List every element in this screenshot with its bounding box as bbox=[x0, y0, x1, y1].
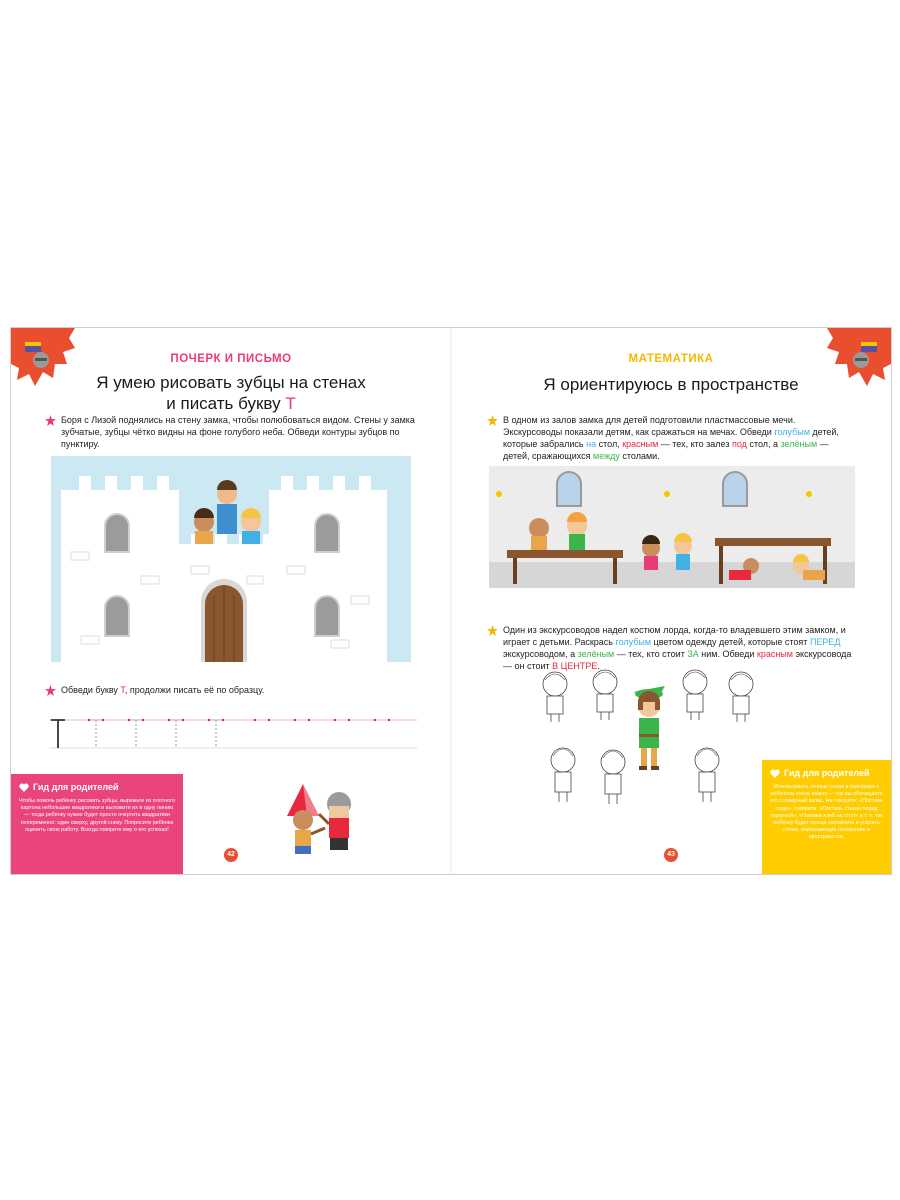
title-letter: Т bbox=[285, 394, 296, 413]
writing-lines[interactable] bbox=[49, 712, 417, 752]
left-page bbox=[11, 328, 451, 874]
text: стол, а bbox=[746, 439, 781, 449]
page-title bbox=[51, 372, 411, 414]
parents-guide-right bbox=[762, 760, 891, 874]
text: Один из экскурсоводов надел костюм лорда, когда-то владевшего этим замком, и играет с детьми. Раскрась bbox=[503, 625, 846, 647]
hall-illustration bbox=[489, 466, 855, 588]
text: столами. bbox=[619, 451, 660, 461]
castle-illustration bbox=[51, 456, 411, 662]
guide-text: Чтобы помочь ребёнку рисовать зубцы, вырежьте из плотного картона небольшие квадратики и выложите их в одну линию — тогда ребёнку нужно будет просто очертить квадратики попеременно: один сверху, другой снизу. Попросите ребёнка оценить свою работу. Всегда говорите ему о его успехах! bbox=[19, 798, 175, 833]
title-line-2-text: и писать букву bbox=[166, 394, 286, 413]
word-between: между bbox=[593, 451, 620, 461]
word-on: на bbox=[586, 439, 597, 449]
task-2-letter: Т bbox=[120, 685, 125, 695]
star-icon bbox=[45, 685, 56, 696]
text: ним. Обведи bbox=[698, 649, 757, 659]
guide-and-kids-illustration[interactable] bbox=[535, 664, 765, 818]
word-under: под bbox=[732, 439, 747, 449]
guide-title bbox=[770, 768, 883, 778]
guide-title-text: Гид для родителей bbox=[33, 782, 119, 792]
word-blue: голубым bbox=[774, 427, 810, 437]
right-page bbox=[451, 328, 891, 874]
guide-text: Использовать точные слова в разговоре с ребёнком очень важно — так вы обогащаете его словарный запас. Не говорите: «Поставь сюда», говорите: «Поставь стакан перед тарелкой», «Положи хлеб на стол» и т. п. так ребёнку будет проще запомнить и усвоить слова, описывающие положение в пространстве. bbox=[770, 784, 883, 841]
text: В одном из залов замка для детей подготовили пластмассовые мечи. Экскурсоводы показали детям, как сражаться на мечах. Обведи bbox=[503, 415, 796, 437]
word-blue: голубым bbox=[615, 637, 652, 647]
text: цветом одежду детей, которые стоят bbox=[651, 637, 810, 647]
text: — тех, кто залез bbox=[658, 439, 732, 449]
page-number: 43 bbox=[664, 848, 678, 862]
book-spread bbox=[10, 327, 892, 875]
star-icon bbox=[487, 415, 498, 426]
guide-title bbox=[19, 782, 175, 792]
title-line-2 bbox=[51, 393, 411, 414]
text: — тех, кто стоит bbox=[614, 649, 688, 659]
heart-icon bbox=[19, 783, 29, 792]
section-label: МАТЕМАТИКА bbox=[628, 353, 714, 365]
star-icon bbox=[487, 625, 498, 636]
text: — детей, сражающихся bbox=[503, 439, 829, 461]
parents-guide-left bbox=[11, 774, 183, 874]
word-green: зелёным bbox=[780, 439, 818, 449]
page-title: Я ориентируюсь в пространстве bbox=[543, 375, 799, 394]
word-red: красным bbox=[756, 649, 793, 659]
word-front: ПЕРЕД bbox=[809, 637, 841, 647]
task-2-prefix: Обведи букву bbox=[61, 685, 121, 695]
section-label: ПОЧЕРК И ПИСЬМО bbox=[170, 353, 292, 365]
text: детей, которые забрались bbox=[503, 427, 839, 449]
task-2-text bbox=[61, 684, 361, 696]
text: стол, bbox=[596, 439, 623, 449]
page-number: 42 bbox=[224, 848, 238, 862]
word-green: зелёным bbox=[577, 649, 615, 659]
text: . bbox=[597, 661, 600, 671]
title-line-1: Я умею рисовать зубцы на стенах bbox=[96, 373, 366, 392]
word-center: В ЦЕНТРЕ bbox=[552, 661, 598, 671]
task-2-suffix: , продолжи писать её по образцу. bbox=[124, 685, 265, 695]
word-red: красным bbox=[622, 439, 659, 449]
guide-title-text: Гид для родителей bbox=[784, 768, 870, 778]
text: экскурсоводом, а bbox=[503, 649, 578, 659]
knights-illustration bbox=[273, 784, 377, 868]
task-1-text: Боря с Лизой поднялись на стену замка, чтобы полюбоваться видом. Стены у замка зубчатые, зубцы чётко видны на фоне голубого неба. Обведи контуры зубцов по пунктиру. bbox=[61, 415, 415, 449]
text: экскурсовода — он стоит bbox=[503, 649, 852, 671]
heart-icon bbox=[770, 769, 780, 778]
task-1-text bbox=[503, 414, 853, 462]
word-behind: ЗА bbox=[687, 649, 699, 659]
star-icon bbox=[45, 415, 56, 426]
